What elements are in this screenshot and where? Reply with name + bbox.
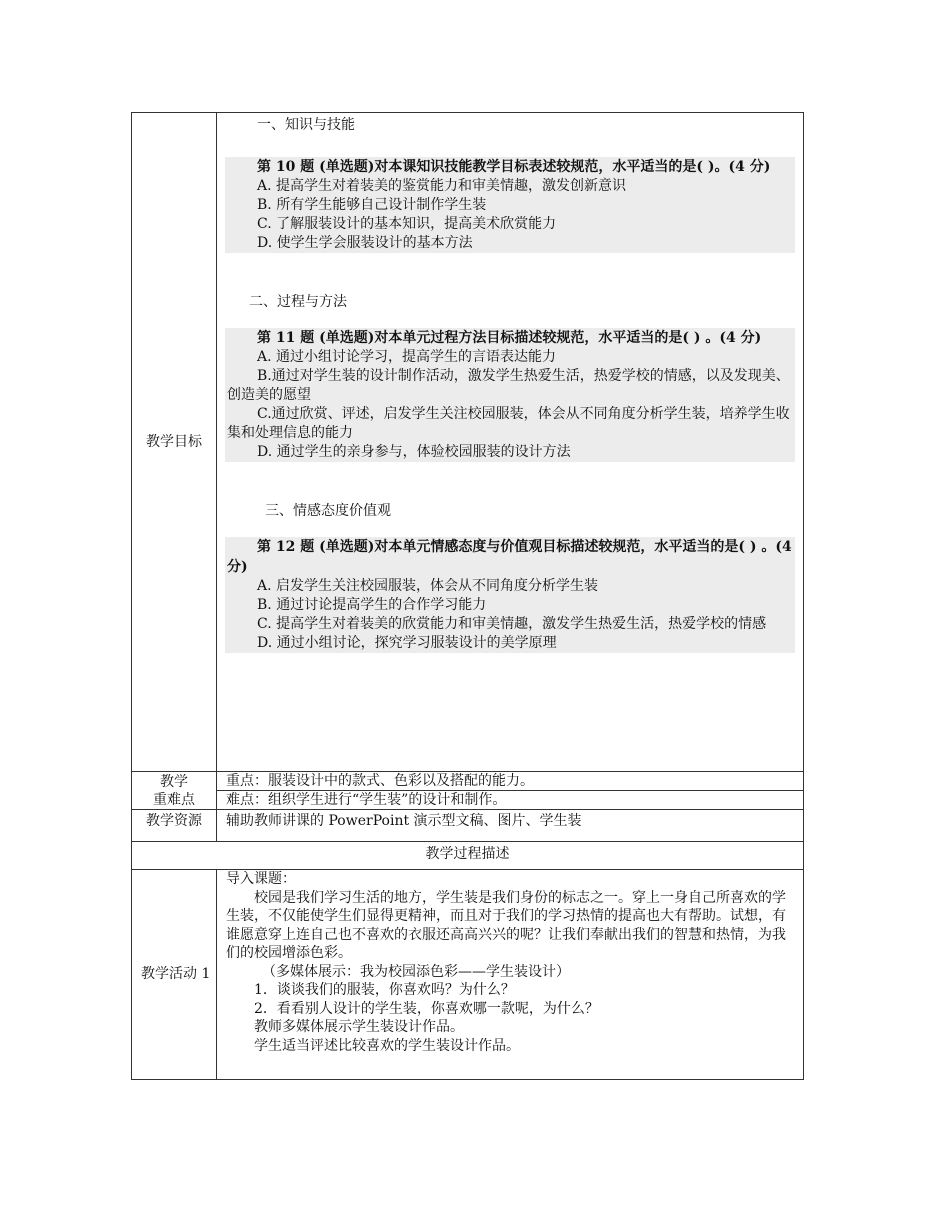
process-header: 教学过程描述 (132, 842, 804, 870)
focus-text: 重点：服装设计中的款式、色彩以及搭配的能力。 (217, 772, 803, 791)
question-11 (225, 328, 795, 462)
option-d: D. 通过学生的亲身参与，体验校园服装的设计方法 (257, 444, 571, 460)
objectives-label: 教学目标 (132, 113, 217, 772)
section-title-knowledge: 一、知识与技能 (257, 117, 355, 133)
keypoints-label-line2: 重难点 (153, 791, 195, 808)
resources-content (217, 810, 804, 842)
activity-row (132, 870, 804, 1080)
option-b: B. 通过讨论提高学生的合作学习能力 (257, 597, 487, 613)
option-c: C. 了解服装设计的基本知识，提高美术欣赏能力 (257, 216, 557, 232)
keypoints-row (132, 772, 804, 810)
activity-paragraph: 校园是我们学习生活的地方，学生装是我们身份的标志之一。穿上一身自己所喜欢的学生装，不仅能使学生们显得更精神，而且对于我们的学习热情的提高也大有帮助。试想，有谁愿意穿上连自己也不喜欢的衣服还高高兴兴的呢？让我们奉献出我们的智慧和热情，为我们的校园增添色彩。 (226, 889, 786, 961)
option-a: A. 提高学生对着装美的鉴赏能力和审美情趣，激发创新意识 (257, 178, 627, 194)
process-header-row (132, 842, 804, 870)
resources-text: 辅助教师讲课的 PowerPoint 演示型文稿、图片、学生装 (226, 813, 582, 829)
objectives-content (217, 113, 804, 772)
section-title-attitude: 三、情感态度价值观 (265, 503, 391, 519)
activity-content (217, 870, 804, 1080)
keypoints-label (132, 772, 217, 810)
activity-student: 学生适当评述比较喜欢的学生装设计作品。 (254, 1037, 520, 1054)
option-b: B.通过对学生装的设计制作活动，激发学生热爱生活，热爱学校的情感，以及发现美、创造美的愿望 (227, 368, 790, 403)
option-c: C.通过欣赏、评述，启发学生关注校园服装，体会从不同角度分析学生装，培养学生收集和处理信息的能力 (227, 406, 790, 441)
activity-question-1: 1．谈谈我们的服装，你喜欢吗？为什么？ (254, 982, 515, 998)
keypoints-label-line1: 教学 (160, 773, 188, 790)
keypoints-content (217, 772, 804, 810)
activity-media: （多媒体展示：我为校园添色彩——学生装设计） (262, 963, 570, 980)
option-d: D. 通过小组讨论，探究学习服装设计的美学原理 (257, 635, 557, 651)
question-10 (225, 157, 795, 253)
question-stem: 第 10 题 (单选题)对本课知识技能教学目标表述较规范，水平适当的是( )。(4 分) (257, 159, 771, 175)
activity-teacher: 教师多媒体展示学生装设计作品。 (254, 1019, 464, 1035)
option-c: C. 提高学生对着装美的欣赏能力和审美情趣，激发学生热爱生活，热爱学校的情感 (257, 616, 767, 632)
section-title-process: 二、过程与方法 (249, 294, 347, 310)
option-a: A. 通过小组讨论学习，提高学生的言语表达能力 (257, 349, 557, 365)
option-b: B. 所有学生能够自己设计制作学生装 (257, 197, 487, 213)
lesson-plan-page (131, 112, 803, 1080)
activity-question-2: 2．看看别人设计的学生装，你喜欢哪一款呢，为什么？ (254, 1000, 599, 1017)
objectives-row (132, 113, 804, 772)
question-12 (225, 537, 795, 653)
lesson-plan-table (131, 112, 804, 1080)
resources-row (132, 810, 804, 842)
question-stem: 第 11 题 (单选题)对本单元过程方法目标描述较规范，水平适当的是( ) 。(4 分) (257, 330, 762, 346)
resources-label: 教学资源 (132, 810, 217, 842)
option-a: A. 启发学生关注校园服装，体会从不同角度分析学生装 (257, 578, 599, 594)
question-stem: 第 12 题 (单选题)对本单元情感态度与价值观目标描述较规范，水平适当的是( ) 。(4 分) (227, 539, 792, 575)
option-d: D. 使学生学会服装设计的基本方法 (257, 235, 473, 251)
difficulty-text: 难点：组织学生进行“学生装”的设计和制作。 (226, 792, 507, 808)
activity-label: 教学活动 1 (132, 870, 217, 1080)
activity-intro: 导入课题： (226, 871, 296, 887)
